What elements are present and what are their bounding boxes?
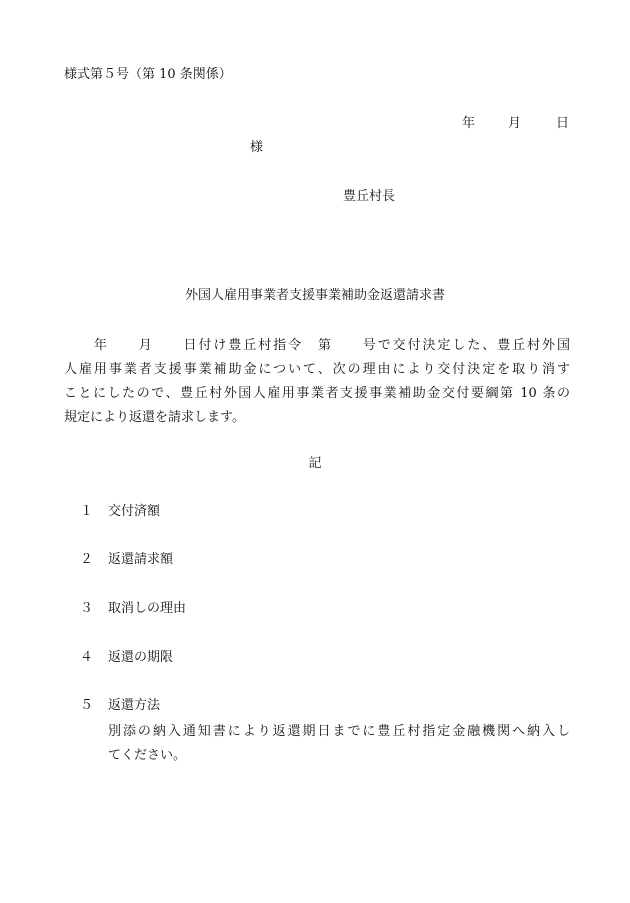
item-label: 返還方法 <box>108 698 161 713</box>
document-title: 外国人雇用事業者支援事業補助金返還請求書 <box>184 288 445 303</box>
date-year-label: 年 <box>462 116 476 131</box>
item-number: ２ <box>80 552 94 567</box>
item-number: ３ <box>80 601 94 616</box>
detail-line: 別添の納入通知書により返還期日までに豊丘村指定金融機関へ納入し <box>108 724 570 739</box>
sender-name: 豊丘村長 <box>343 189 396 204</box>
date-month-label: 月 <box>508 116 522 131</box>
item-label: 返還請求額 <box>108 552 174 567</box>
return-method-detail <box>108 720 570 768</box>
item-label: 交付済額 <box>108 504 161 519</box>
addressee-suffix: 様 <box>250 140 264 155</box>
form-number: 様式第５号（第 10 条関係） <box>64 67 232 82</box>
item-label: 取消しの理由 <box>108 601 187 616</box>
body-line: 人雇用事業者支援事業補助金について、次の理由により交付決定を取り消す <box>64 362 570 377</box>
body-line: 年 月 日付け豊丘村指令 第 号で交付決定した、豊丘村外国 <box>64 338 570 353</box>
date-day-label: 日 <box>556 116 570 131</box>
detail-line: てください。 <box>108 748 187 763</box>
item-number: ４ <box>80 650 94 665</box>
ki-heading: 記 <box>308 456 322 471</box>
body-line: ことにしたので、豊丘村外国人雇用事業者支援事業補助金交付要綱第 10 条の <box>64 386 570 401</box>
item-number: ５ <box>80 698 94 713</box>
item-number: １ <box>80 504 94 519</box>
body-line: 規定により返還を請求します。 <box>64 410 245 425</box>
body-paragraph <box>64 334 570 430</box>
item-label: 返還の期限 <box>108 650 174 665</box>
